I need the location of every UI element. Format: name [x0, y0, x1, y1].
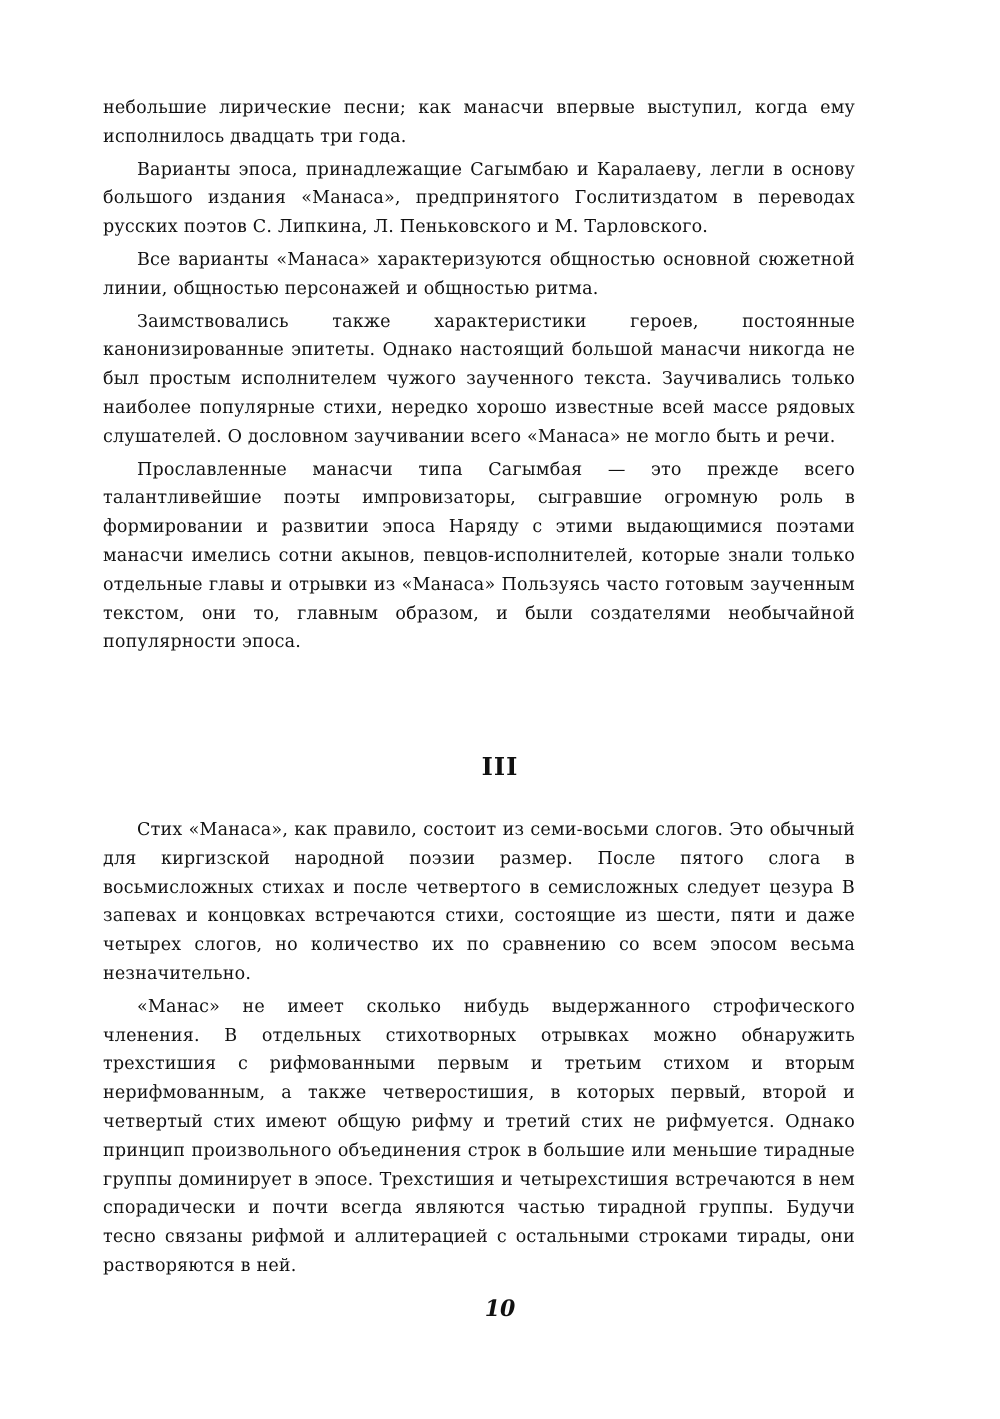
section-heading: III [481, 752, 519, 781]
top-text-section [103, 94, 855, 657]
paragraph-variants: Варианты эпоса, принадлежащие Сагымбаю и Каралаеву, легли в основу большого издания «Манаса», предпринятого Гослитиздатом в переводах русских поэтов С. Липкина, Л. Пеньковского и М. Тарловского. [103, 159, 855, 238]
paragraph-continuation: небольшие лирические песни; как манасчи впервые выступил, когда ему исполнилось двадцать три года. [103, 98, 855, 147]
bottom-text-section [103, 816, 855, 1281]
paragraph-strophic-structure: «Манас» не имеет сколько нибудь выдержанного строфического членения. В отдельных стихотворных отрывках можно обнаружить трехстишия с рифмованными первым и третьим стихом и вторым нерифмованным, а также четверостишия, в которых первый, второй и четвертый стих имеют общую рифму и третий стих не рифмуется. Однако принцип произвольного объединения строк в большие или меньшие тирадные группы доминирует в эпосе. Трехстишия и четырехстишия встречаются в нем спорадически и почти всегда являются частью тирадной группы. Будучи тесно связаны рифмой и аллитерацией с остальными строками тирады, они растворяются в ней. [103, 996, 855, 1276]
paragraph-common-features: Все варианты «Манаса» характеризуются общностью основной сюжетной линии, общностью персонажей и общностью ритма. [103, 249, 855, 299]
paragraph-famous-manaschi: Прославленные манасчи типа Сагымбая — это прежде всего талантливейшие поэты импровизаторы, сыгравшие огромную роль в формировании и развитии эпоса Наряду с этими выдающимися поэтами манасчи имелись сотни акынов, певцов-исполнителей, которые знали только отдельные главы и отрывки из «Манаса» Пользуясь часто готовым заученным текстом, они то, главным образом, и были создателями необычайной популярности эпоса. [103, 459, 855, 653]
page-number: 10 [484, 1296, 516, 1322]
paragraph-verse-meter: Стих «Манаса», как правило, состоит из семи-восьми слогов. Это обычный для киргизской народной поэзии размер. После пятого слога в восьмисложных стихах и после четвертого в семисложных следует цезура В запевах и концовках встречаются стихи, состоящие из шести, пяти и даже четырех слогов, но количество их по сравнению со всем эпосом весьма незначительно. [103, 820, 855, 984]
paragraph-borrowing: Заимствовались также характеристики героев, постоянные канонизированные эпитеты. Однако настоящий большой манасчи никогда не был простым исполнителем чужого заученного текста. Заучивались только наиболее популярные стихи, нередко хорошо известные всей массе рядовых слушателей. О дословном заучивании всего «Манаса» не могло быть и речи. [103, 311, 855, 447]
